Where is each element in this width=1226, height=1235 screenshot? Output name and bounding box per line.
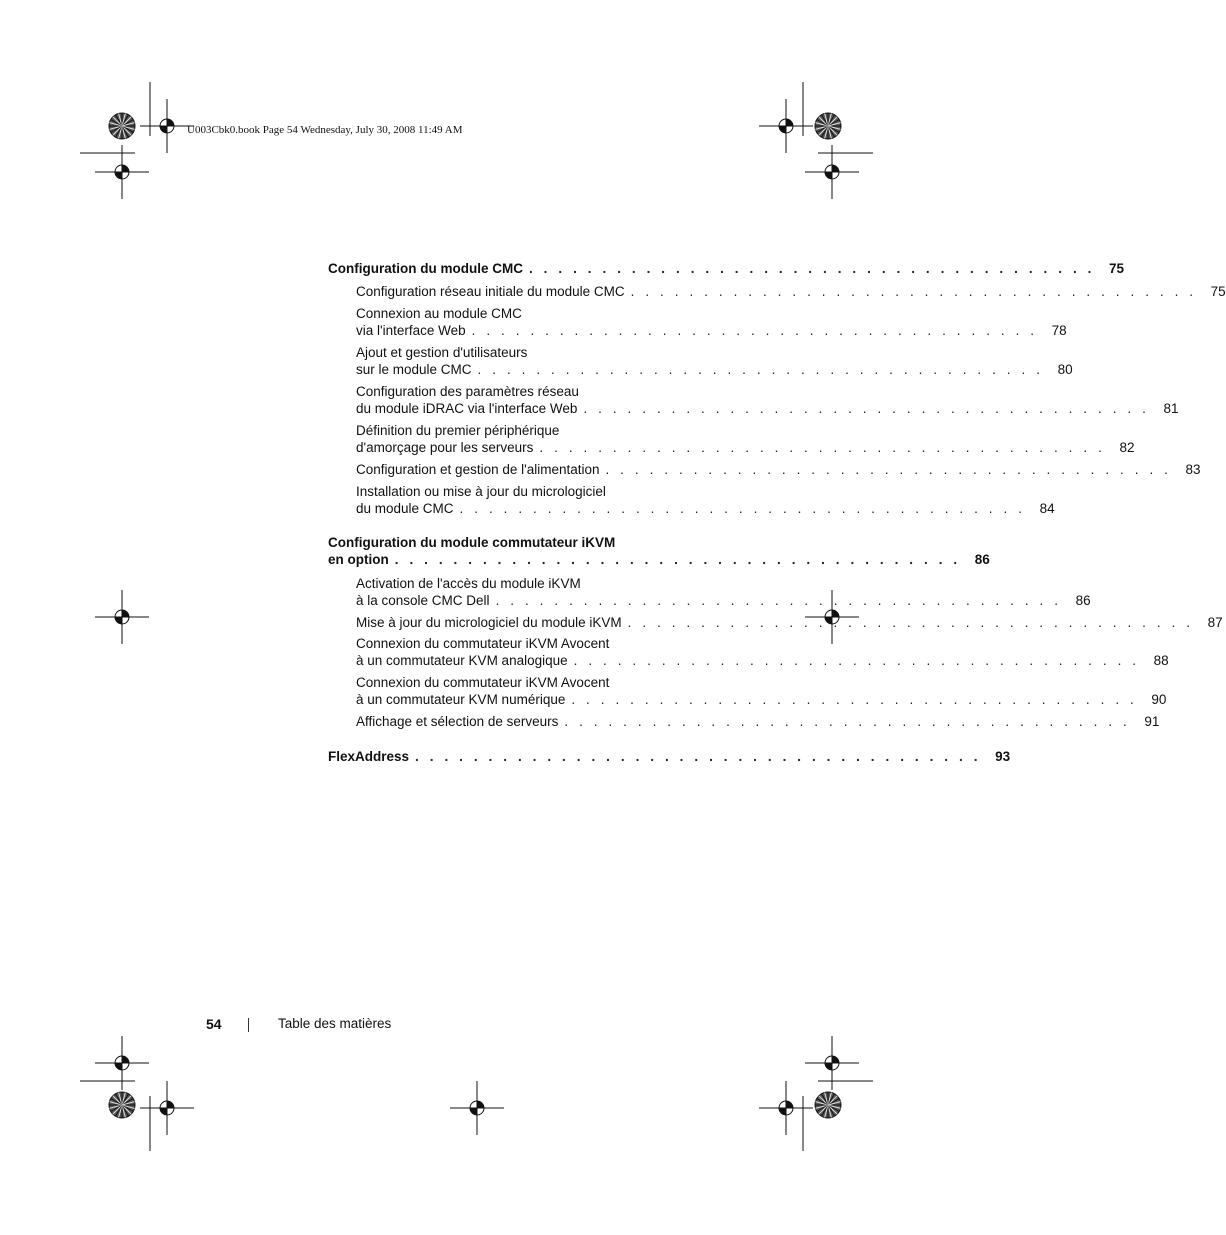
registration-starburst-icon [815,113,841,139]
toc-entry[interactable] [356,635,1169,669]
registration-crosshair-icon [140,99,194,153]
dot-leader: . . . . . . . . . . . . . . . . . . . . . . . . . . . . . . . . . . . . . . . [394,552,961,567]
toc-entry[interactable] [356,461,1201,478]
toc-entry-title: Configuration des paramètres réseau [356,384,579,399]
toc-entry-title-cont: via l'interface Web [356,323,466,338]
toc-entry-title-cont: du module iDRAC via l'interface Web [356,401,578,416]
toc-entry-title-cont: du module CMC [356,501,454,516]
toc-page-number: 83 [1185,462,1201,477]
toc-page-number: 86 [1075,593,1091,608]
registration-crosshair-icon [450,1081,504,1135]
toc-page-number: 82 [1119,440,1135,455]
dot-leader: . . . . . . . . . . . . . . . . . . . . . . . . . . . . . . . . . . . . . . . [564,714,1131,729]
toc-entry-title: FlexAddress [328,749,410,764]
toc-page-number: 81 [1163,401,1179,416]
toc-entry-title: Configuration du module commutateur iKVM [328,535,616,550]
toc-page-number: 78 [1051,323,1067,338]
toc-entry-title-cont: d'amorçage pour les serveurs [356,440,534,455]
dot-leader: . . . . . . . . . . . . . . . . . . . . . . . . . . . . . . . . . . . . . . . [539,440,1106,455]
toc-entry[interactable] [328,748,1011,765]
registration-starburst-icon [815,1092,841,1118]
toc-entry-title-cont: en option [328,552,389,567]
dot-leader: . . . . . . . . . . . . . . . . . . . . . . . . . . . . . . . . . . . . . . . [630,284,1197,299]
toc-entry-title: Connexion du commutateur iKVM Avocent [356,636,610,651]
toc-entry[interactable] [356,713,1160,730]
toc-entry-title: Ajout et gestion d'utilisateurs [356,345,528,360]
print-header-slug: U003Cbk0.book Page 54 Wednesday, July 30, 2008 11:49 AM [187,124,463,136]
toc-entry-title: Définition du premier périphérique [356,423,560,438]
dot-leader: . . . . . . . . . . . . . . . . . . . . . . . . . . . . . . . . . . . . . . . [471,323,1038,338]
toc-entry[interactable] [328,260,1125,277]
dot-leader: . . . . . . . . . . . . . . . . . . . . . . . . . . . . . . . . . . . . . . . [459,501,1026,516]
toc-entry[interactable] [356,383,1179,417]
registration-starburst-icon [109,113,135,139]
toc-page-number: 87 [1207,615,1223,630]
toc-page-number: 84 [1039,501,1055,516]
dot-leader: . . . . . . . . . . . . . . . . . . . . . . . . . . . . . . . . . . . . . . . [627,615,1194,630]
registration-crosshair-icon [759,1081,813,1135]
footer-page-number: 54 [206,1016,222,1032]
footer-section-title: Table des matières [278,1016,392,1031]
dot-leader: . . . . . . . . . . . . . . . . . . . . . . . . . . . . . . . . . . . . . . . [415,749,982,764]
toc-page-number: 93 [995,749,1011,764]
toc-page-number: 75 [1109,261,1125,276]
toc-entry-title: Affichage et sélection de serveurs [356,714,559,729]
registration-crosshair-icon [95,1036,149,1090]
dot-leader: . . . . . . . . . . . . . . . . . . . . . . . . . . . . . . . . . . . . . . . [605,462,1172,477]
toc-entry-title: Connexion au module CMC [356,306,522,321]
toc-entry[interactable] [356,305,1067,339]
toc-page-number: 80 [1057,362,1073,377]
toc-entry-title: Configuration réseau initiale du module CMC [356,284,625,299]
registration-crosshair-icon [95,590,149,644]
toc-entry[interactable] [356,674,1167,708]
footer-divider [248,1018,249,1032]
toc-entry-title: Installation ou mise à jour du micrologiciel [356,484,606,499]
toc-page-number: 90 [1151,692,1167,707]
toc-page-number: 75 [1210,284,1226,299]
toc-entry[interactable] [328,534,990,568]
toc-entry-title: Configuration du module CMC [328,261,523,276]
toc-entry-title: Activation de l'accès du module iKVM [356,576,581,591]
toc-entry[interactable] [356,344,1073,378]
registration-crosshair-icon [759,99,813,153]
toc-entry[interactable] [356,283,1226,300]
toc-entry-title: Connexion du commutateur iKVM Avocent [356,675,610,690]
toc-page-number: 88 [1153,653,1169,668]
toc-entry-title: Mise à jour du micrologiciel du module iKVM [356,615,622,630]
dot-leader: . . . . . . . . . . . . . . . . . . . . . . . . . . . . . . . . . . . . . . . [573,653,1140,668]
dot-leader: . . . . . . . . . . . . . . . . . . . . . . . . . . . . . . . . . . . . . . . [477,362,1044,377]
toc-page-number: 86 [974,552,990,567]
dot-leader: . . . . . . . . . . . . . . . . . . . . . . . . . . . . . . . . . . . . . . . [583,401,1150,416]
toc-entry[interactable] [356,614,1223,631]
toc-entry[interactable] [356,483,1055,517]
toc-entry[interactable] [356,575,1091,609]
registration-crosshair-icon [805,1036,859,1090]
toc-entry-title-cont: à un commutateur KVM analogique [356,653,568,668]
registration-crosshair-icon [140,1081,194,1135]
toc-page-number: 91 [1144,714,1160,729]
toc-entry[interactable] [356,422,1135,456]
toc-entry-title-cont: à la console CMC Dell [356,593,490,608]
dot-leader: . . . . . . . . . . . . . . . . . . . . . . . . . . . . . . . . . . . . . . . [571,692,1138,707]
dot-leader: . . . . . . . . . . . . . . . . . . . . . . . . . . . . . . . . . . . . . . . [528,261,1095,276]
dot-leader: . . . . . . . . . . . . . . . . . . . . . . . . . . . . . . . . . . . . . . . [495,593,1062,608]
registration-starburst-icon [109,1092,135,1118]
toc-entry-title-cont: sur le module CMC [356,362,472,377]
toc-entry-title: Configuration et gestion de l'alimentation [356,462,600,477]
toc-entry-title-cont: à un commutateur KVM numérique [356,692,566,707]
